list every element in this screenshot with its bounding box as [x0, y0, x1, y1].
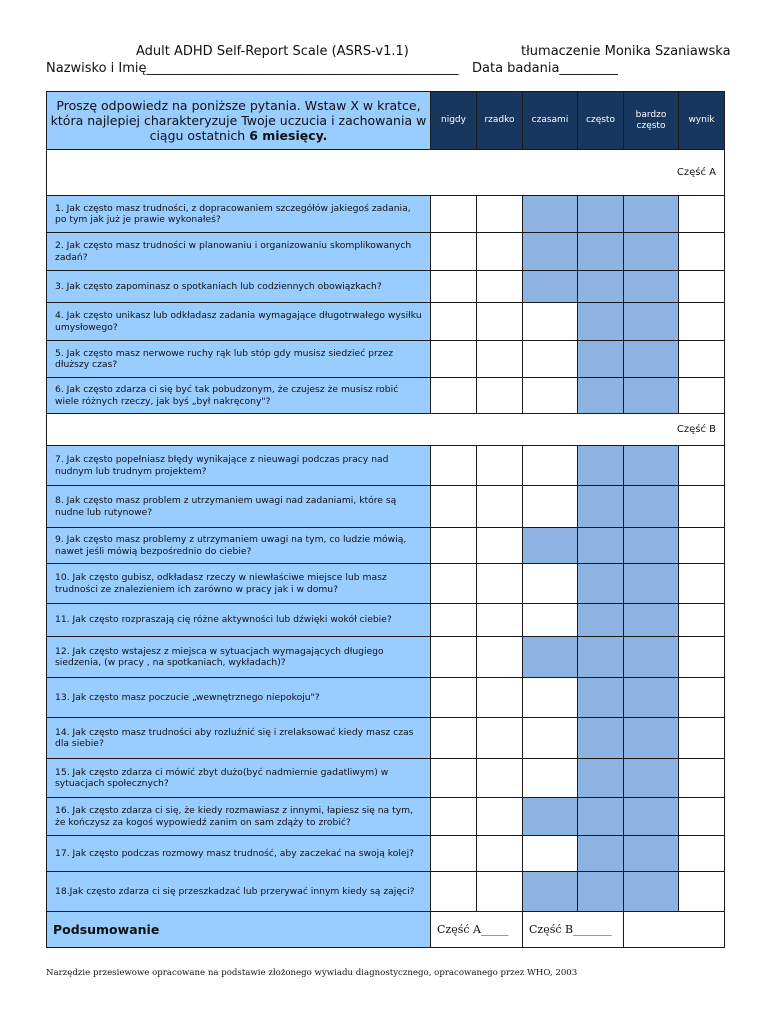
answer-cell-rarely[interactable]	[477, 341, 523, 378]
answer-cell-never[interactable]	[431, 836, 477, 872]
question-text: 6. Jak często zdarza ci się być tak pobudzonym, że czujesz że musisz robić wiele różnych rzeczy, jak byś „był nakręcony"?	[47, 378, 431, 414]
answer-cell-often[interactable]	[578, 678, 624, 718]
answer-cell-sometimes[interactable]	[523, 759, 578, 798]
summary-blank	[624, 912, 725, 948]
summary-row	[47, 912, 725, 948]
answer-cell-sometimes[interactable]	[523, 196, 578, 233]
answer-cell-never[interactable]	[431, 196, 477, 233]
answer-cell-never[interactable]	[431, 378, 477, 414]
answer-cell-never[interactable]	[431, 718, 477, 759]
question-row	[47, 637, 725, 678]
answer-cell-often[interactable]	[578, 303, 624, 341]
answer-cell-rarely[interactable]	[477, 378, 523, 414]
answer-cell-sometimes[interactable]	[523, 378, 578, 414]
answer-cell-very-often[interactable]	[624, 872, 679, 912]
answer-cell-never[interactable]	[431, 678, 477, 718]
answer-cell-rarely[interactable]	[477, 528, 523, 564]
answer-cell-rarely[interactable]	[477, 446, 523, 486]
answer-cell-rarely[interactable]	[477, 271, 523, 303]
question-text: 9. Jak często masz problemy z utrzymaniem uwagi na tym, co ludzie mówią, nawet jeśli mówią bezpośrednio do ciebie?	[47, 528, 431, 564]
answer-cell-often[interactable]	[578, 637, 624, 678]
asrs-table	[46, 91, 725, 948]
question-text: 18.Jak często zdarza ci się przeszkadzać lub przerywać innym kiedy są zajęci?	[47, 872, 431, 912]
question-text: 4. Jak często unikasz lub odkładasz zadania wymagające długotrwałego wysiłku umysłowego?	[47, 303, 431, 341]
question-text: 13. Jak często masz poczucie „wewnętrznego niepokoju"?	[47, 678, 431, 718]
question-text: 1. Jak często masz trudności, z dopracowaniem szczegółów jakiegoś zadania, po tym jak już je prawie wykonałeś?	[47, 196, 431, 233]
answer-cell-score[interactable]	[679, 798, 725, 836]
answer-cell-very-often[interactable]	[624, 564, 679, 604]
answer-cell-never[interactable]	[431, 798, 477, 836]
question-text: 14. Jak często masz trudności aby rozluźnić się i zrelaksować kiedy masz czas dla siebie?	[47, 718, 431, 759]
question-text: 8. Jak często masz problem z utrzymaniem uwagi nad zadaniami, które są nudne lub rutynowe?	[47, 486, 431, 528]
question-row	[47, 718, 725, 759]
question-text: 3. Jak często zapominasz o spotkaniach lub codziennych obowiązkach?	[47, 271, 431, 303]
answer-cell-often[interactable]	[578, 528, 624, 564]
answer-cell-sometimes[interactable]	[523, 836, 578, 872]
question-row	[47, 528, 725, 564]
answer-cell-very-often[interactable]	[624, 446, 679, 486]
col-header-rarely: rzadko	[477, 92, 523, 150]
question-text: 17. Jak często podczas rozmowy masz trudność, aby zaczekać na swoją kolej?	[47, 836, 431, 872]
answer-cell-sometimes[interactable]	[523, 303, 578, 341]
answer-cell-sometimes[interactable]	[523, 233, 578, 271]
answer-cell-very-often[interactable]	[624, 836, 679, 872]
answer-cell-very-often[interactable]	[624, 196, 679, 233]
answer-cell-rarely[interactable]	[477, 564, 523, 604]
answer-cell-often[interactable]	[578, 759, 624, 798]
answer-cell-score[interactable]	[679, 446, 725, 486]
answer-cell-very-often[interactable]	[624, 718, 679, 759]
answer-cell-score[interactable]	[679, 678, 725, 718]
answer-cell-very-often[interactable]	[624, 233, 679, 271]
answer-cell-score[interactable]	[679, 378, 725, 414]
answer-cell-often[interactable]	[578, 271, 624, 303]
answer-cell-rarely[interactable]	[477, 637, 523, 678]
answer-cell-very-often[interactable]	[624, 303, 679, 341]
question-row	[47, 564, 725, 604]
answer-cell-score[interactable]	[679, 564, 725, 604]
answer-cell-score[interactable]	[679, 341, 725, 378]
question-row	[47, 378, 725, 414]
name-field-line[interactable]: Nazwisko i Imię________________________________________________	[46, 61, 459, 76]
summary-part-a[interactable]: Część A_____	[431, 912, 523, 948]
answer-cell-very-often[interactable]	[624, 486, 679, 528]
answer-cell-score[interactable]	[679, 303, 725, 341]
answer-cell-sometimes[interactable]	[523, 528, 578, 564]
answer-cell-score[interactable]	[679, 836, 725, 872]
footer-note: Narzędzie przesiewowe opracowane na podstawie złożonego wywiadu diagnostycznego, opracowanego przez WHO, 2003	[46, 968, 578, 978]
answer-cell-score[interactable]	[679, 528, 725, 564]
question-text: 5. Jak często masz nerwowe ruchy rąk lub stóp gdy musisz siedzieć przez dłuższy czas?	[47, 341, 431, 378]
answer-cell-often[interactable]	[578, 836, 624, 872]
question-row	[47, 233, 725, 271]
question-row	[47, 836, 725, 872]
answer-cell-score[interactable]	[679, 604, 725, 637]
col-header-often: często	[578, 92, 624, 150]
answer-cell-sometimes[interactable]	[523, 678, 578, 718]
answer-cell-rarely[interactable]	[477, 233, 523, 271]
answer-cell-often[interactable]	[578, 486, 624, 528]
answer-cell-never[interactable]	[431, 759, 477, 798]
answer-cell-sometimes[interactable]	[523, 446, 578, 486]
answer-cell-sometimes[interactable]	[523, 486, 578, 528]
answer-cell-never[interactable]	[431, 486, 477, 528]
answer-cell-very-often[interactable]	[624, 378, 679, 414]
question-row	[47, 678, 725, 718]
answer-cell-rarely[interactable]	[477, 303, 523, 341]
answer-cell-very-often[interactable]	[624, 759, 679, 798]
section-b-label: Część B	[47, 414, 725, 446]
col-header-score: wynik	[679, 92, 725, 150]
question-row	[47, 798, 725, 836]
summary-part-b[interactable]: Część B_______	[523, 912, 624, 948]
answer-cell-sometimes[interactable]	[523, 872, 578, 912]
answer-cell-often[interactable]	[578, 564, 624, 604]
question-text: 2. Jak często masz trudności w planowaniu i organizowaniu skomplikowanych zadań?	[47, 233, 431, 271]
form-title: Adult ADHD Self-Report Scale (ASRS-v1.1)	[136, 44, 409, 59]
answer-cell-very-often[interactable]	[624, 528, 679, 564]
answer-cell-never[interactable]	[431, 872, 477, 912]
answer-cell-often[interactable]	[578, 341, 624, 378]
answer-cell-sometimes[interactable]	[523, 718, 578, 759]
answer-cell-never[interactable]	[431, 637, 477, 678]
question-row	[47, 604, 725, 637]
answer-cell-sometimes[interactable]	[523, 341, 578, 378]
question-row	[47, 196, 725, 233]
question-text: 11. Jak często rozpraszają cię różne aktywności lub dźwięki wokół ciebie?	[47, 604, 431, 637]
answer-cell-score[interactable]	[679, 718, 725, 759]
question-text: 15. Jak często zdarza ci mówić zbyt dużo(być nadmiernie gadatliwym) w sytuacjach społecznych?	[47, 759, 431, 798]
answer-cell-very-often[interactable]	[624, 271, 679, 303]
section-a-row	[47, 150, 725, 196]
section-a-label: Część A	[47, 150, 725, 196]
answer-cell-never[interactable]	[431, 233, 477, 271]
answer-cell-score[interactable]	[679, 233, 725, 271]
answer-cell-score[interactable]	[679, 486, 725, 528]
answer-cell-very-often[interactable]	[624, 637, 679, 678]
answer-cell-sometimes[interactable]	[523, 798, 578, 836]
answer-cell-never[interactable]	[431, 341, 477, 378]
answer-cell-never[interactable]	[431, 446, 477, 486]
answer-cell-score[interactable]	[679, 759, 725, 798]
question-row	[47, 341, 725, 378]
question-text: 10. Jak często gubisz, odkładasz rzeczy w niewłaściwe miejsce lub masz trudności ze znalezieniem ich zarówno w pracy jak i w domu?	[47, 564, 431, 604]
answer-cell-very-often[interactable]	[624, 678, 679, 718]
answer-cell-rarely[interactable]	[477, 759, 523, 798]
question-row	[47, 486, 725, 528]
answer-cell-often[interactable]	[578, 872, 624, 912]
answer-cell-often[interactable]	[578, 378, 624, 414]
answer-cell-score[interactable]	[679, 637, 725, 678]
answer-cell-rarely[interactable]	[477, 678, 523, 718]
answer-cell-very-often[interactable]	[624, 604, 679, 637]
answer-cell-often[interactable]	[578, 446, 624, 486]
answer-cell-score[interactable]	[679, 872, 725, 912]
answer-cell-often[interactable]	[578, 798, 624, 836]
answer-cell-rarely[interactable]	[477, 718, 523, 759]
question-text: 7. Jak często popełniasz błędy wynikające z nieuwagi podczas pracy nad nudnym lub trudnym projektem?	[47, 446, 431, 486]
answer-cell-rarely[interactable]	[477, 196, 523, 233]
answer-cell-score[interactable]	[679, 271, 725, 303]
instructions: Proszę odpowiedz na poniższe pytania. Wstaw X w kratce, która najlepiej charakteryzuje Twoje uczucia i zachowania w ciągu ostatnich 6 miesięcy.	[47, 92, 431, 150]
answer-cell-rarely[interactable]	[477, 604, 523, 637]
answer-cell-score[interactable]	[679, 196, 725, 233]
answer-cell-never[interactable]	[431, 528, 477, 564]
question-row	[47, 872, 725, 912]
answer-cell-often[interactable]	[578, 233, 624, 271]
col-header-sometimes: czasami	[523, 92, 578, 150]
answer-cell-rarely[interactable]	[477, 486, 523, 528]
col-header-very-often: bardzo często	[624, 92, 679, 150]
answer-cell-sometimes[interactable]	[523, 271, 578, 303]
question-row	[47, 759, 725, 798]
answer-cell-never[interactable]	[431, 303, 477, 341]
answer-cell-never[interactable]	[431, 271, 477, 303]
answer-cell-often[interactable]	[578, 718, 624, 759]
translator-credit: tłumaczenie Monika Szaniawska	[521, 44, 731, 59]
answer-cell-rarely[interactable]	[477, 798, 523, 836]
date-field-line[interactable]: Data badania_________	[472, 61, 618, 76]
answer-cell-often[interactable]	[578, 196, 624, 233]
answer-cell-sometimes[interactable]	[523, 564, 578, 604]
answer-cell-sometimes[interactable]	[523, 604, 578, 637]
answer-cell-never[interactable]	[431, 604, 477, 637]
col-header-never: nigdy	[431, 92, 477, 150]
answer-cell-very-often[interactable]	[624, 341, 679, 378]
question-text: 12. Jak często wstajesz z miejsca w sytuacjach wymagających długiego siedzenia, (w pracy , na spotkaniach, wykładach)?	[47, 637, 431, 678]
answer-cell-sometimes[interactable]	[523, 637, 578, 678]
answer-cell-rarely[interactable]	[477, 836, 523, 872]
summary-label: Podsumowanie	[47, 912, 431, 948]
header-row	[47, 92, 725, 150]
answer-cell-rarely[interactable]	[477, 872, 523, 912]
question-row	[47, 446, 725, 486]
answer-cell-very-often[interactable]	[624, 798, 679, 836]
question-row	[47, 271, 725, 303]
answer-cell-often[interactable]	[578, 604, 624, 637]
answer-cell-never[interactable]	[431, 564, 477, 604]
section-b-row	[47, 414, 725, 446]
question-text: 16. Jak często zdarza ci się, że kiedy rozmawiasz z innymi, łapiesz się na tym, że kończysz za kogoś wypowiedź zanim on sam zdąży to zrobić?	[47, 798, 431, 836]
question-row	[47, 303, 725, 341]
